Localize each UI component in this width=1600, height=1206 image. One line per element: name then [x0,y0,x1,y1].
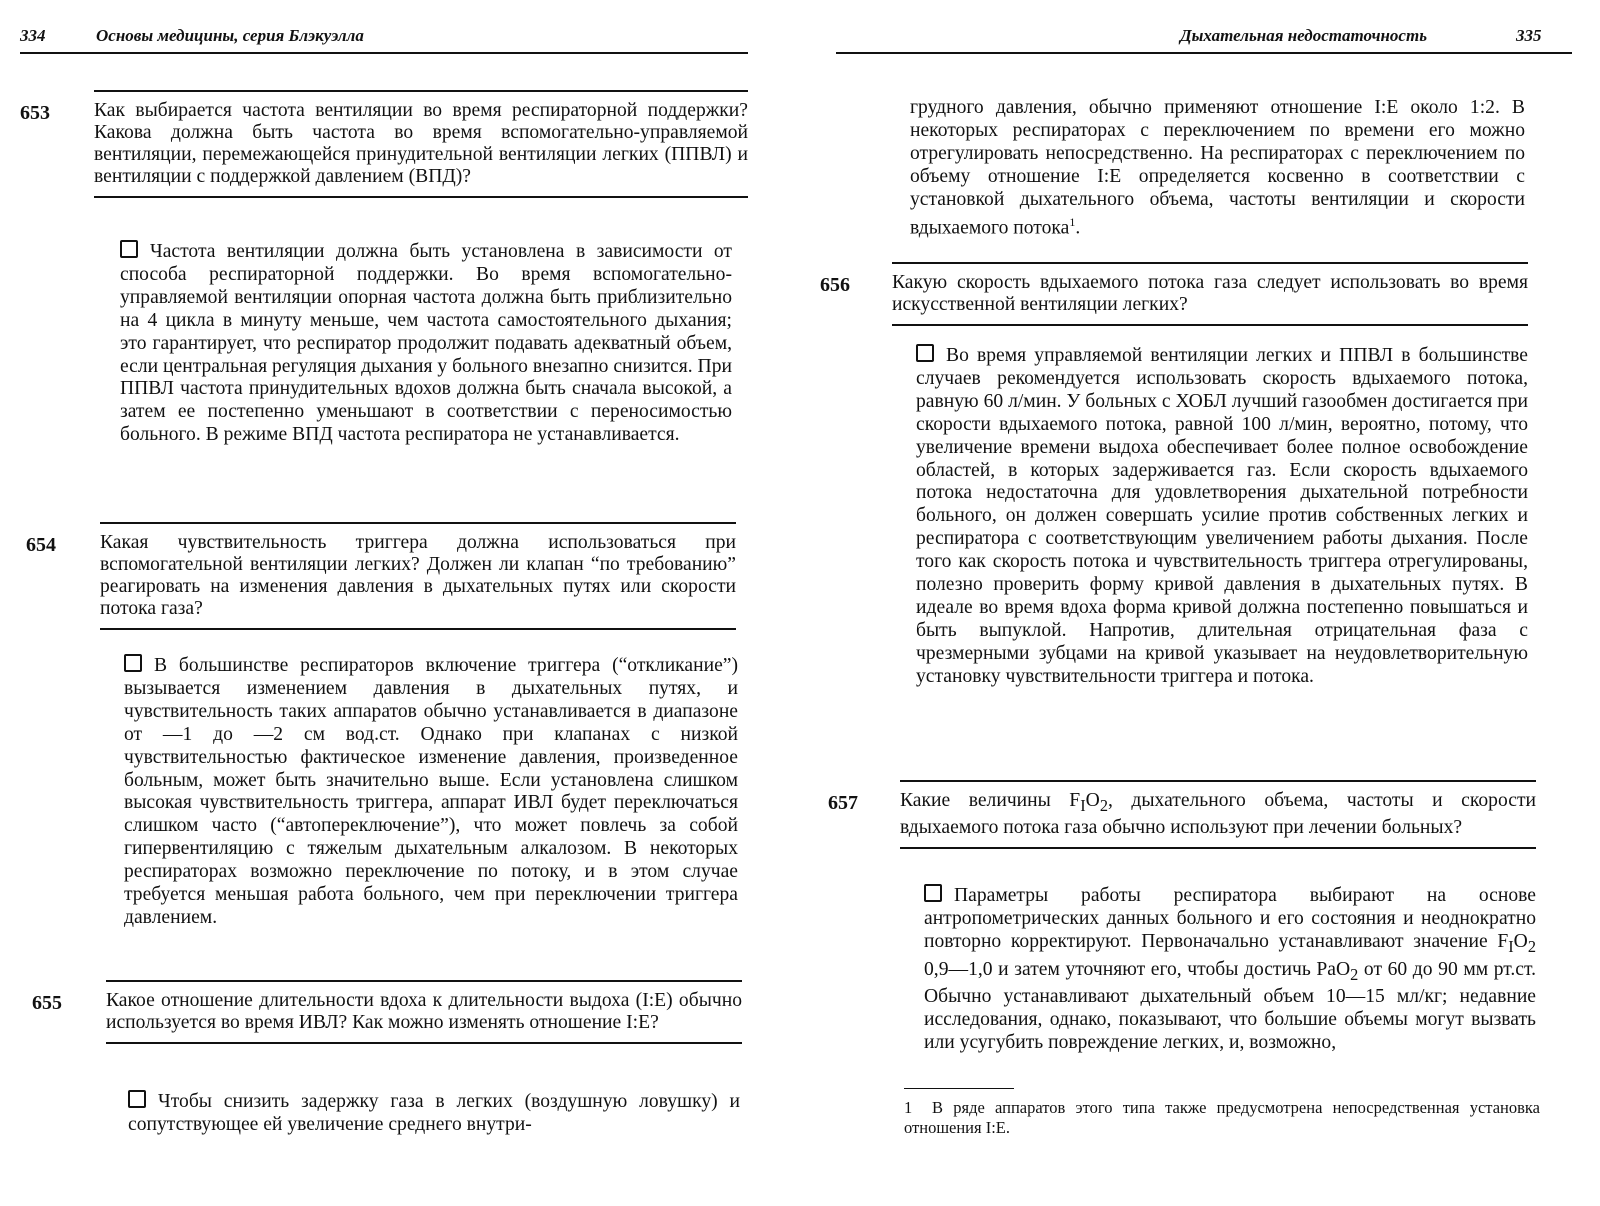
footnote-reference: 1 [1069,215,1076,229]
question-text: Какие величины $F_IO_2$, дыхательного объема, частоты и скорости вдыхаемого потока газа обычно используют при лечении больных? [900,780,1536,849]
running-title: Основы медицины, серия Блэкуэлла [96,26,364,45]
question-number: 655 [32,992,62,1014]
answer-655-continuation: грудного давления, обычно применяют отношение I:E около 1:2. В некоторых респираторах с переключением по времени его можно отрегулировать непосредственно. На респираторах с переключением по объему отношение I:E определяется косвенно в соответствии с установкой дыхательного объема, частоты вентиляции и скорости вдыхаемого потока$^1$. [910,97,1525,239]
page-number: 334 [20,26,46,45]
footnote-text: В ряде аппаратов этого типа также предусмотрена непосредственная установка отношения I:E. [904,1098,1540,1137]
left-page-header [20,22,748,54]
answer-656 [916,344,1528,689]
answer-657 [924,884,1536,1055]
checkbox-icon [924,884,942,902]
page-number: 335 [1516,26,1542,45]
answer-655 [128,1090,740,1137]
answer-text: Во время управляемой вентиляции легких и ППВЛ в большинстве случаев рекомендуется использовать скорость вдыхаемого потока, равную 60 л/мин. У больных с ХОБЛ лучший газообмен достигается при скорости вдыхаемого потока, равной 100 л/мин, вероятно, потому, что увеличение времени выдоха обеспечивает более полное освобождение областей, в которых задерживается газ. Если скорость вдыхаемого потока недостаточна для удовлетворения дыхательной потребности больного, он должен совершать усилие против собственных легких и респиратора с соответствующим увеличением работы дыхания. После того как скорость потока и чувствительность триггера отрегулированы, полезно проверить форму кривой давления в дыхательных путях. В идеале во время вдоха форма кривой должна постепенно повышаться и быть выпуклой. Напротив, длительная отрицательная фаза с чрезмерными зубцами на кривой указывает на неудовлетворительную установку чувствительности триггера и потока. [916,345,1528,687]
right-page [810,0,1600,1206]
answer-654 [124,654,738,930]
continuation-text: грудного давления, обычно применяют отношение I:E около 1:2. В некоторых респираторах с переключением по времени его можно отрегулировать непосредственно. На респираторах с переключением по объему отношение I:E определяется косвенно в соответствии с установкой дыхательного объема, частоты вентиляции и скорости вдыхаемого потока [910,97,1525,239]
answer-text: В большинстве респираторов включение триггера (“откликание”) вызывается изменением давления в дыхательных путях, и чувствительность таких аппаратов обычно устанавливается в диапазоне от —1 до —2 см вод.ст. Однако при клапанах с низкой чувствительностью фактическое изменение давления, произведенное больным, может быть значительно выше. Если установлена слишком высокая чувствительность триггера, аппарат ИВЛ будет переключаться слишком часто (“автопереключение”), что может повлечь за собой гипервентиляцию с тяжелым дыхательным алкалозом. В некоторых респираторах возможно переключение по потоку, и в этом случае требуется меньшая работа больного, чем при переключении триггера давлением. [124,655,738,928]
checkbox-icon [128,1090,146,1108]
question-number: 657 [828,792,858,814]
question-number: 656 [820,274,850,296]
left-page [0,0,790,1206]
answer-text: Чтобы снизить задержку газа в легких (воздушную ловушку) и сопутствующее ей увеличение среднего внутри- [128,1091,740,1135]
question-text: Какую скорость вдыхаемого потока газа следует использовать во время искусственной вентиляции легких? [892,262,1528,326]
right-page-header [836,22,1572,54]
question-text: Какая чувствительность триггера должна использоваться при вспомогательной вентиляции легких? Должен ли клапан “по требованию” реагировать на изменения давления в дыхательных путях или скорости потока газа? [100,522,736,630]
question-text: Какое отношение длительности вдоха к длительности выдоха (I:E) обычно используется во время ИВЛ? Как можно изменять отношение I:E? [106,980,742,1044]
answer-text: Параметры работы респиратора выбирают на основе антропометрических данных больного и его состояния и неоднократно повторно корректируют. Первоначально устанавливают значение $F_IO_2$ 0,9—1,0 и затем уточняют его, чтобы достичь PaO$_2$ от 60 до 90 мм рт.ст. Обычно устанавливают дыхательный объем 10—15 мл/кг; недавние исследования, однако, показывают, что большие объемы могут вызвать или усугубить повреждение легких, и, возможно, [924,885,1536,1054]
question-text: Как выбирается частота вентиляции во время респираторной поддержки? Какова должна быть частота во время вспомогательно-управляемой вентиляции, перемежающейся принудительной вентиляции легких (ППВЛ) и вентиляции с поддержкой давлением (ВПД)? [94,90,748,198]
answer-text: Частота вентиляции должна быть установлена в зависимости от способа респираторной поддержки. Во время вспомогательно-управляемой вентиляции опорная частота должна быть приблизительно на 4 цикла в минуту меньше, чем частота самостоятельного дыхания; это гарантирует, что респиратор продолжит подавать адекватный объем, если центральная регуляция дыхания у больного внезапно снизится. При ППВЛ частота принудительных вдохов должна быть сначала высокой, а затем ее постепенно уменьшают в соответствии с переносимостью больного. В режиме ВПД частота респиратора не устанавливается. [120,241,732,446]
running-title: Дыхательная недостаточность [1180,26,1427,45]
checkbox-icon [124,654,142,672]
footnote-divider [904,1088,1014,1089]
footnote [904,1098,1540,1138]
footnote-mark: 1 [904,1098,913,1117]
question-number: 653 [20,102,50,124]
answer-653 [120,240,732,447]
checkbox-icon [916,344,934,362]
checkbox-icon [120,240,138,258]
question-number: 654 [26,534,56,556]
